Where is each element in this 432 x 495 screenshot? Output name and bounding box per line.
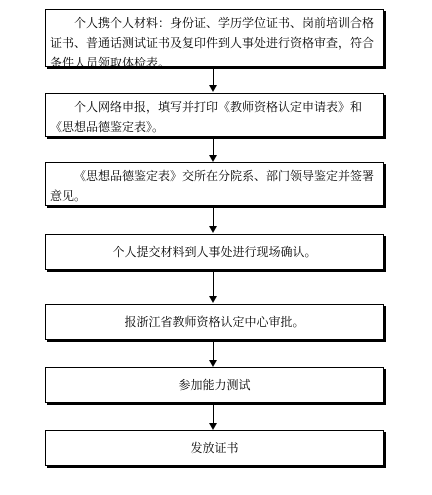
flow-step-7: 发放证书 bbox=[45, 430, 384, 466]
flow-arrow-4 bbox=[207, 271, 221, 303]
flow-arrow-1 bbox=[207, 68, 221, 92]
flow-step-3: 《思想品德鉴定表》交所在分院系、部门领导鉴定并签署意见。 bbox=[45, 162, 384, 206]
flow-step-6: 参加能力测试 bbox=[45, 367, 384, 403]
flow-arrow-3 bbox=[207, 207, 221, 233]
flow-step-1: 个人携个人材料：身份证、学历学位证书、岗前培训合格证书、普通话测试证书及复印件到人事处进行资格审查，符合条件人员领取体检表。 bbox=[45, 9, 384, 67]
flow-step-4: 个人提交材料到人事处进行现场确认。 bbox=[45, 234, 384, 270]
flow-step-2: 个人网络申报，填写并打印《教师资格认定申请表》和《思想品德鉴定表》。 bbox=[45, 93, 384, 137]
flow-arrow-5 bbox=[207, 341, 221, 367]
flow-step-5: 报浙江省教师资格认定中心审批。 bbox=[45, 304, 384, 340]
flow-arrow-2 bbox=[207, 138, 221, 162]
flow-arrow-6 bbox=[207, 404, 221, 430]
